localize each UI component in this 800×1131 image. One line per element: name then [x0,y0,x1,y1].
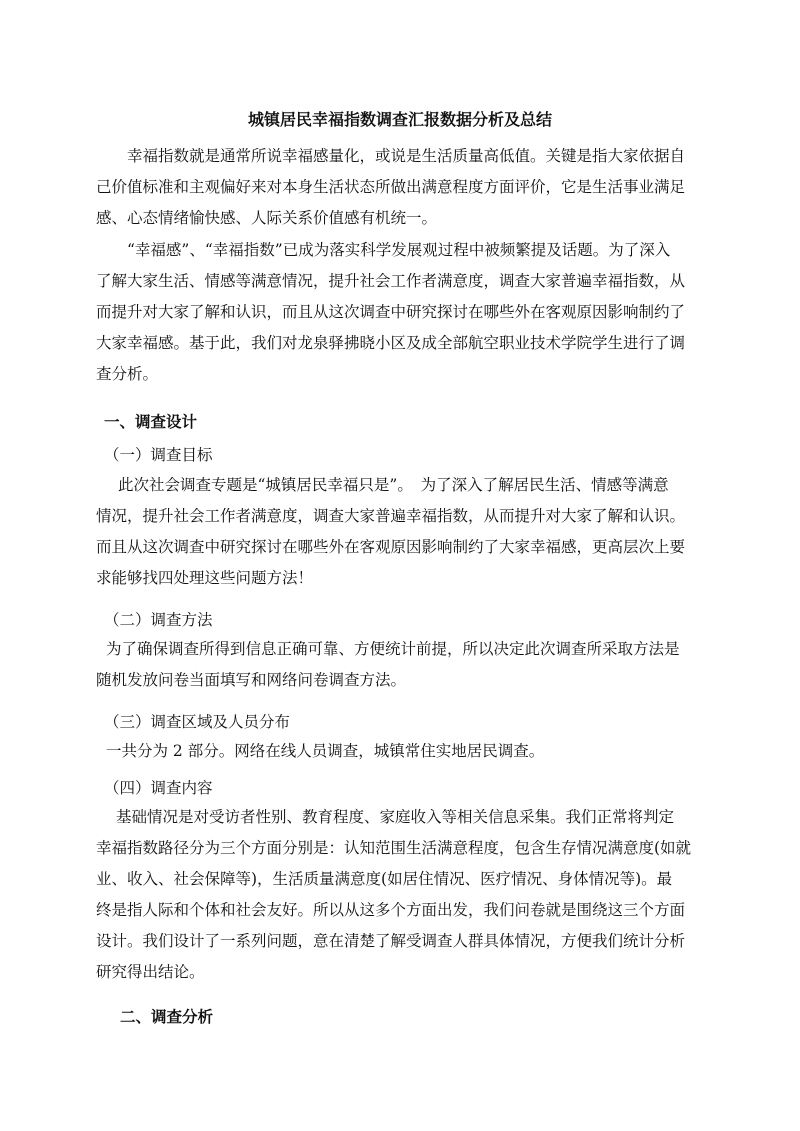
intro-paragraph-2 [96,235,708,390]
text-line: 查分析。 [96,365,159,383]
text-line: 业、收入、社会保障等)，生活质量满意度(如居住情况、医疗情况、身体情况等)。最 [96,870,673,888]
text-line: 求能够找四处理这些问题方法！ [96,569,314,587]
subsection-heading-content: （四）调查内容 [104,779,213,797]
goal-paragraph [96,470,708,594]
text-line: 而提升对大家了解和认识，而且从这次调查中研究探讨在哪些外在客观原因影响制约了 [96,303,686,321]
text-line: “幸福感”、“幸福指数”已成为落实科学发展观过程中被频繁提及话题。为了深入 [127,241,671,259]
text-line: 大家幸福感。基于此，我们对龙泉驿拂晓小区及成全部航空职业技术学院学生进行了调 [96,334,686,352]
section-heading-design: 一、调查设计 [104,413,198,431]
text-line: 感、心态情绪愉快感、人际关系价值感有机统一。 [96,209,438,227]
method-paragraph [96,634,708,696]
text-line: 终是指人际和个体和社会友好。所以从这多个方面出发，我们问卷就是围绕这三个方面 [96,901,686,919]
text-line: 此次社会调查专题是“城镇居民幸福只是”。 为了深入了解居民生活、情感等满意 [118,476,669,494]
text-line: 随机发放问卷当面填写和网络问卷调查方法。 [96,671,407,689]
text-line: 情况，提升社会工作者满意度，调查大家普遍幸福指数，从而提升对大家了解和认识。 [96,507,686,525]
text-line: 基础情况是对受访者性别、教育程度、家庭收入等相关信息采集。我们正常将判定 [116,808,675,826]
subsection-heading-goal: （一）调查目标 [104,446,213,464]
text-line: 一共分为 2 部分。网络在线人员调查，城镇常住实地居民调查。 [106,742,545,760]
intro-paragraph-1 [96,141,708,234]
area-paragraph [96,736,708,767]
section-heading-analysis: 二、调查分析 [120,1008,214,1026]
subsection-heading-area: （三）调查区域及人员分布 [104,713,291,731]
text-line: 幸福指数路径分为三个方面分别是：认知范围生活满意程度，包含生存情况满意度(如就 [96,839,692,857]
document-title: 城镇居民幸福指数调查汇报数据分析及总结 [247,110,552,129]
text-line: 为了确保调查所得到信息正确可靠、方便统计前提，所以决定此次调查所采取方法是 [106,640,680,658]
text-line: 而且从这次调查中研究探讨在哪些外在客观原因影响制约了大家幸福感，更高层次上要 [96,538,686,556]
content-paragraph [96,802,708,988]
subsection-heading-method: （二）调查方法 [104,611,213,629]
text-line: 设计。我们设计了一系列问题，意在清楚了解受调查人群具体情况，方便我们统计分析 [96,932,686,950]
text-line: 研究得出结论。 [96,963,205,981]
text-line: 了解大家生活、情感等满意情况，提升社会工作者满意度，调查大家普遍幸福指数，从 [96,272,686,290]
text-line: 己价值标准和主观偏好来对本身生活状态所做出满意程度方面评价，它是生活事业满足 [96,178,686,196]
text-line: 幸福指数就是通常所说幸福感量化，或说是生活质量高低值。关键是指大家依据自 [127,147,686,165]
